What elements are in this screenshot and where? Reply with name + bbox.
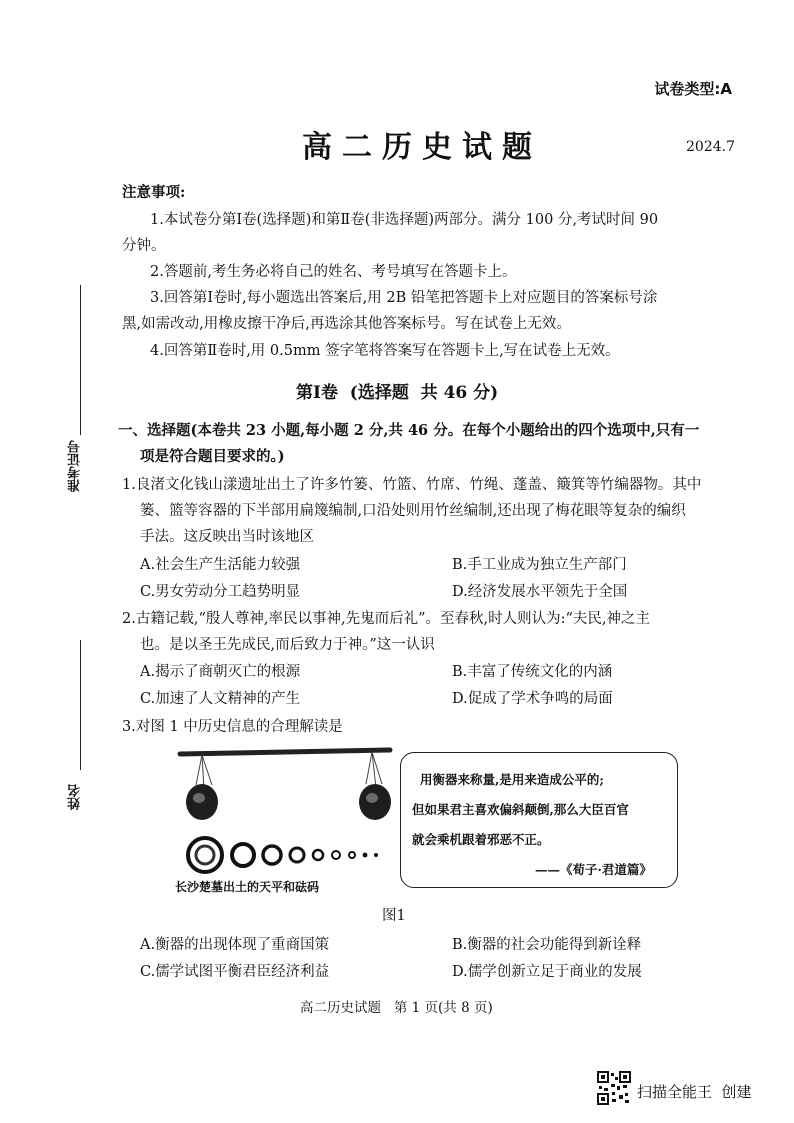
figure-label: 图1 — [382, 908, 406, 924]
question-1-line-1: 1.良渚文化钱山漾遗址出土了许多竹篓、竹篮、竹席、竹绳、蓬盖、簸箕等竹编器物。其中 — [122, 477, 702, 493]
qr-code-icon — [597, 1071, 631, 1105]
question-2-line-2: 也。是以圣王先成民,而后致力于神。”这一认识 — [140, 637, 435, 653]
question-2-line-1: 2.古籍记载,“殷人尊神,率民以事神,先鬼而后礼”。至春秋,时人则认为:“夫民,神之主 — [122, 611, 651, 627]
section-instructions-line-2: 项是符合题目要求的。) — [140, 448, 285, 465]
balance-scale-photo — [172, 740, 402, 890]
exam-id-label: 准考证号 — [68, 440, 83, 492]
question-1-option-c[interactable]: C.男女劳动分工趋势明显 — [140, 584, 301, 600]
paper-type: 试卷类型:A — [654, 80, 732, 98]
quote-source: ——《荀子·君道篇》 — [535, 862, 652, 877]
question-1-option-a[interactable]: A.社会生产生活能力较强 — [140, 557, 301, 573]
page-footer: 高二历史试题 第 1 页(共 8 页) — [300, 1000, 493, 1016]
question-2-option-a[interactable]: A.揭示了商朝灭亡的根源 — [140, 664, 301, 680]
note-1-line-2: 分钟。 — [122, 238, 166, 254]
exam-id-write-line — [80, 285, 81, 435]
question-3-option-d[interactable]: D.儒学创新立足于商业的发展 — [452, 964, 642, 980]
question-1-line-2: 篓、篮等容器的下半部用扁篾编制,口沿处则用竹丝编制,还出现了梅花眼等复杂的编织 — [140, 503, 686, 519]
quote-line-2: 但如果君主喜欢偏斜颠倒,那么大臣百官 — [412, 802, 629, 817]
note-3-line-2: 黑,如需改动,用橡皮擦干净后,再选涂其他答案标号。写在试卷上无效。 — [122, 316, 571, 332]
question-3-option-c[interactable]: C.儒学试图平衡君臣经济利益 — [140, 964, 330, 980]
question-2-option-b[interactable]: B.丰富了传统文化的内涵 — [452, 664, 613, 680]
question-2-option-d[interactable]: D.促成了学术争鸣的局面 — [452, 691, 613, 707]
notes-heading: 注意事项: — [122, 184, 186, 201]
photo-caption: 长沙楚墓出土的天平和砝码 — [175, 880, 320, 894]
name-write-line — [80, 640, 81, 770]
quote-line-1: 用衡器来称量,是用来造成公平的; — [420, 772, 604, 787]
question-3-option-b[interactable]: B.衡器的社会功能得到新诠释 — [452, 937, 642, 953]
note-3-line-1: 3.回答第Ⅰ卷时,每小题选出答案后,用 2B 铅笔把答题卡上对应题目的答案标号涂 — [150, 290, 658, 306]
quote-line-3: 就会乘机跟着邪恶不正。 — [412, 832, 550, 847]
section-instructions-line-1: 一、选择题(本卷共 23 小题,每小题 2 分,共 46 分。在每个小题给出的四个选项中,只有一 — [118, 422, 700, 439]
note-1-line-1: 1.本试卷分第Ⅰ卷(选择题)和第Ⅱ卷(非选择题)两部分。满分 100 分,考试时间 90 — [150, 212, 659, 228]
exam-date: 2024.7 — [686, 139, 735, 155]
question-1-line-3: 手法。这反映出当时该地区 — [140, 529, 314, 545]
section-title: 第Ⅰ卷 (选择题 共 46 分) — [296, 383, 499, 403]
question-3-line-1: 3.对图 1 中历史信息的合理解读是 — [122, 719, 343, 735]
name-label: 姓名 — [68, 784, 83, 810]
question-2-option-c[interactable]: C.加速了人文精神的产生 — [140, 691, 301, 707]
question-3-option-a[interactable]: A.衡器的出现体现了重商国策 — [140, 937, 330, 953]
question-1-option-b[interactable]: B.手工业成为独立生产部门 — [452, 557, 627, 573]
page-title: 高二历史试题 — [302, 130, 542, 165]
note-2: 2.答题前,考生务必将自己的姓名、考号填写在答题卡上。 — [150, 264, 517, 280]
note-4: 4.回答第Ⅱ卷时,用 0.5mm 签字笔将答案写在答题卡上,写在试卷上无效。 — [150, 343, 620, 359]
scanner-watermark: 扫描全能王 创建 — [637, 1083, 752, 1101]
question-1-option-d[interactable]: D.经济发展水平领先于全国 — [452, 584, 628, 600]
